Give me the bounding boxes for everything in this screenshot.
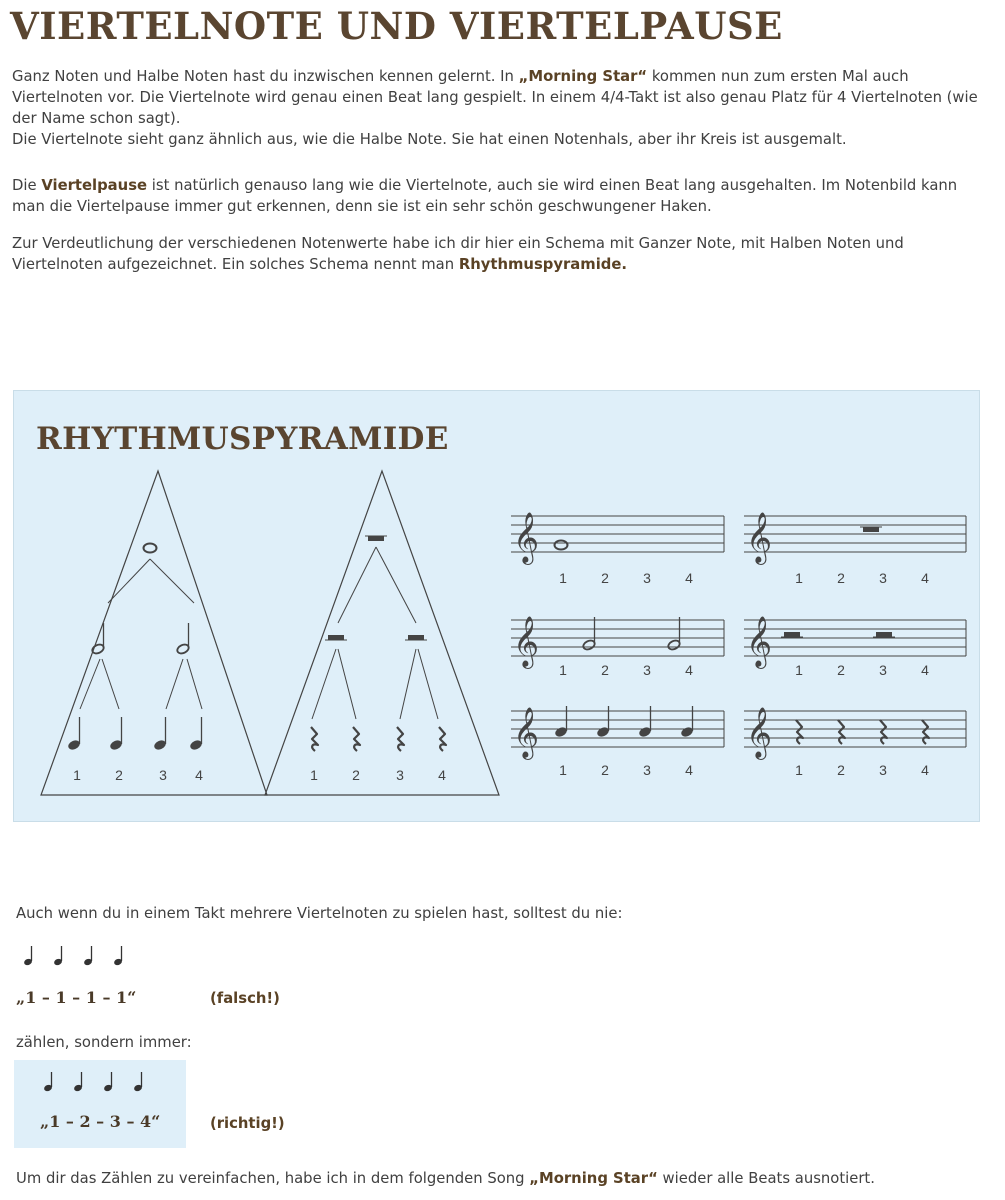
beat-number: 4 — [921, 662, 929, 678]
treble-clef-icon: 𝄞 — [513, 616, 540, 667]
quarter-note-icon — [73, 1072, 83, 1092]
beat-number: 1 — [559, 662, 567, 678]
beat-number: 4 — [438, 767, 446, 783]
beat-number: 1 — [73, 767, 81, 783]
scheme-paragraph — [12, 233, 987, 275]
footer-text-2: wieder alle Beats ausnotiert. — [657, 1170, 875, 1187]
counting-middle: zählen, sondern immer: — [16, 1034, 192, 1051]
pyramid-title: RHYTHMUSPYRAMIDE — [36, 421, 449, 457]
half-rest-icon — [873, 632, 895, 637]
scheme-text-1: Zur Verdeutlichung der verschiedenen Notenwerte habe ich dir hier ein Schema mit Ganzer Note, mit Halben Noten und Viertelnoten aufgezeichnet. Ein solches Schema nennt man — [12, 235, 904, 273]
quarter-note-icon — [153, 717, 167, 751]
wrong-count: „1 – 1 – 1 – 1“ — [16, 988, 137, 1007]
half-note-icon — [176, 623, 190, 655]
whole-rest-icon — [860, 527, 882, 532]
quarter-rest-icon — [880, 720, 887, 744]
treble-clef-icon: 𝄞 — [746, 707, 773, 758]
quarter-note-icon — [67, 717, 81, 751]
pyramid-rests-outline — [265, 471, 499, 795]
beat-number: 1 — [795, 570, 803, 586]
quarter-rest-icon — [397, 727, 404, 751]
intro-paragraph — [12, 66, 987, 150]
beat-number: 4 — [685, 570, 693, 586]
half-rest-icon — [781, 632, 803, 637]
beat-number: 1 — [310, 767, 318, 783]
quarter-note-icon — [83, 946, 93, 966]
quarter-note-icon — [23, 946, 33, 966]
beat-number: 4 — [921, 762, 929, 778]
rhythm-pyramid-box — [13, 390, 980, 822]
beat-number: 4 — [921, 570, 929, 586]
beat-number: 2 — [352, 767, 360, 783]
beat-number: 3 — [643, 662, 651, 678]
wrong-quarter-notes — [16, 940, 146, 968]
half-rest-icon — [405, 635, 427, 640]
quarter-note-icon — [109, 717, 123, 751]
quarter-note-icon — [53, 946, 63, 966]
rest-paragraph — [12, 175, 987, 217]
beat-number: 3 — [396, 767, 404, 783]
beat-number: 2 — [601, 762, 609, 778]
quarter-note-icon — [43, 1072, 53, 1092]
music-staff — [744, 707, 966, 760]
footer-text — [16, 1170, 875, 1187]
correct-count-box — [14, 1060, 186, 1148]
intro-text-3: Die Viertelnote sieht ganz ähnlich aus, wie die Halbe Note. Sie hat einen Notenhals, aber ihr Kreis ist ausgemalt. — [12, 131, 847, 148]
quarter-note-icon — [113, 946, 123, 966]
right-quarter-notes — [34, 1066, 174, 1094]
beat-number: 2 — [601, 570, 609, 586]
beat-number: 2 — [115, 767, 123, 783]
footer-song-name: „Morning Star“ — [529, 1170, 658, 1187]
quarter-rest-icon — [311, 727, 318, 751]
beat-number: 1 — [795, 762, 803, 778]
beat-number: 3 — [159, 767, 167, 783]
half-note-icon — [582, 617, 596, 651]
song-name: „Morning Star“ — [518, 68, 648, 85]
rest-text-1: Die — [12, 177, 42, 194]
quarter-rest-icon — [838, 720, 845, 744]
music-staff — [744, 616, 966, 669]
page-title: VIERTELNOTE UND VIERTELPAUSE — [10, 4, 783, 48]
quarter-note-icon — [189, 717, 203, 751]
quarter-rest-icon — [353, 727, 360, 751]
intro-text-1: Ganz Noten und Halbe Noten hast du inzwischen kennen gelernt. In — [12, 68, 519, 85]
treble-clef-icon: 𝄞 — [746, 616, 773, 667]
beat-number: 3 — [879, 762, 887, 778]
music-staff — [744, 512, 966, 565]
beat-number: 2 — [601, 662, 609, 678]
rest-term: Viertelpause — [41, 177, 148, 194]
quarter-rest-icon — [439, 727, 446, 751]
whole-note-icon — [555, 541, 568, 550]
right-label: (richtig!) — [210, 1115, 285, 1132]
treble-clef-icon: 𝄞 — [513, 512, 540, 563]
beat-number: 4 — [685, 662, 693, 678]
half-note-icon — [91, 623, 105, 655]
quarter-note-icon — [103, 1072, 113, 1092]
whole-note-icon — [144, 544, 157, 553]
beat-number: 3 — [879, 570, 887, 586]
half-note-icon — [667, 617, 681, 651]
beat-number: 3 — [879, 662, 887, 678]
scheme-term: Rhythmuspyramide. — [458, 256, 628, 273]
counting-intro: Auch wenn du in einem Takt mehrere Viertelnoten zu spielen hast, solltest du nie: — [16, 905, 623, 922]
treble-clef-icon: 𝄞 — [746, 512, 773, 563]
beat-number: 4 — [685, 762, 693, 778]
right-count: „1 – 2 – 3 – 4“ — [40, 1112, 161, 1131]
whole-rest-icon — [365, 536, 387, 541]
beat-number: 1 — [559, 762, 567, 778]
beat-number: 4 — [195, 767, 203, 783]
pyramid-figure — [14, 391, 981, 823]
music-staff — [511, 512, 724, 565]
beat-number: 3 — [643, 762, 651, 778]
beat-number: 1 — [795, 662, 803, 678]
wrong-label: (falsch!) — [210, 990, 280, 1007]
rest-text-2: ist natürlich genauso lang wie die Viertelnote, auch sie wird einen Beat lang ausgehalten. Im Notenbild kann man die Viertelpause immer gut erkennen, denn sie ist ein sehr schön geschwungener Haken. — [12, 177, 958, 215]
beat-number: 2 — [837, 662, 845, 678]
quarter-note-icon — [133, 1072, 143, 1092]
beat-number: 3 — [643, 570, 651, 586]
quarter-rest-icon — [922, 720, 929, 744]
treble-clef-icon: 𝄞 — [513, 707, 540, 758]
beat-number: 2 — [837, 570, 845, 586]
footer-text-1: Um dir das Zählen zu vereinfachen, habe ich in dem folgenden Song — [16, 1170, 530, 1187]
intro-text-2: kommen nun zum ersten Mal auch Viertelnoten vor. Die Viertelnote wird genau einen Beat lang gespielt. In einem 4/4-Takt ist also genau Platz für 4 Viertelnoten (wie der Name schon sagt). — [12, 68, 978, 127]
beat-number: 1 — [559, 570, 567, 586]
half-rest-icon — [325, 635, 347, 640]
quarter-rest-icon — [796, 720, 803, 744]
beat-number: 2 — [837, 762, 845, 778]
